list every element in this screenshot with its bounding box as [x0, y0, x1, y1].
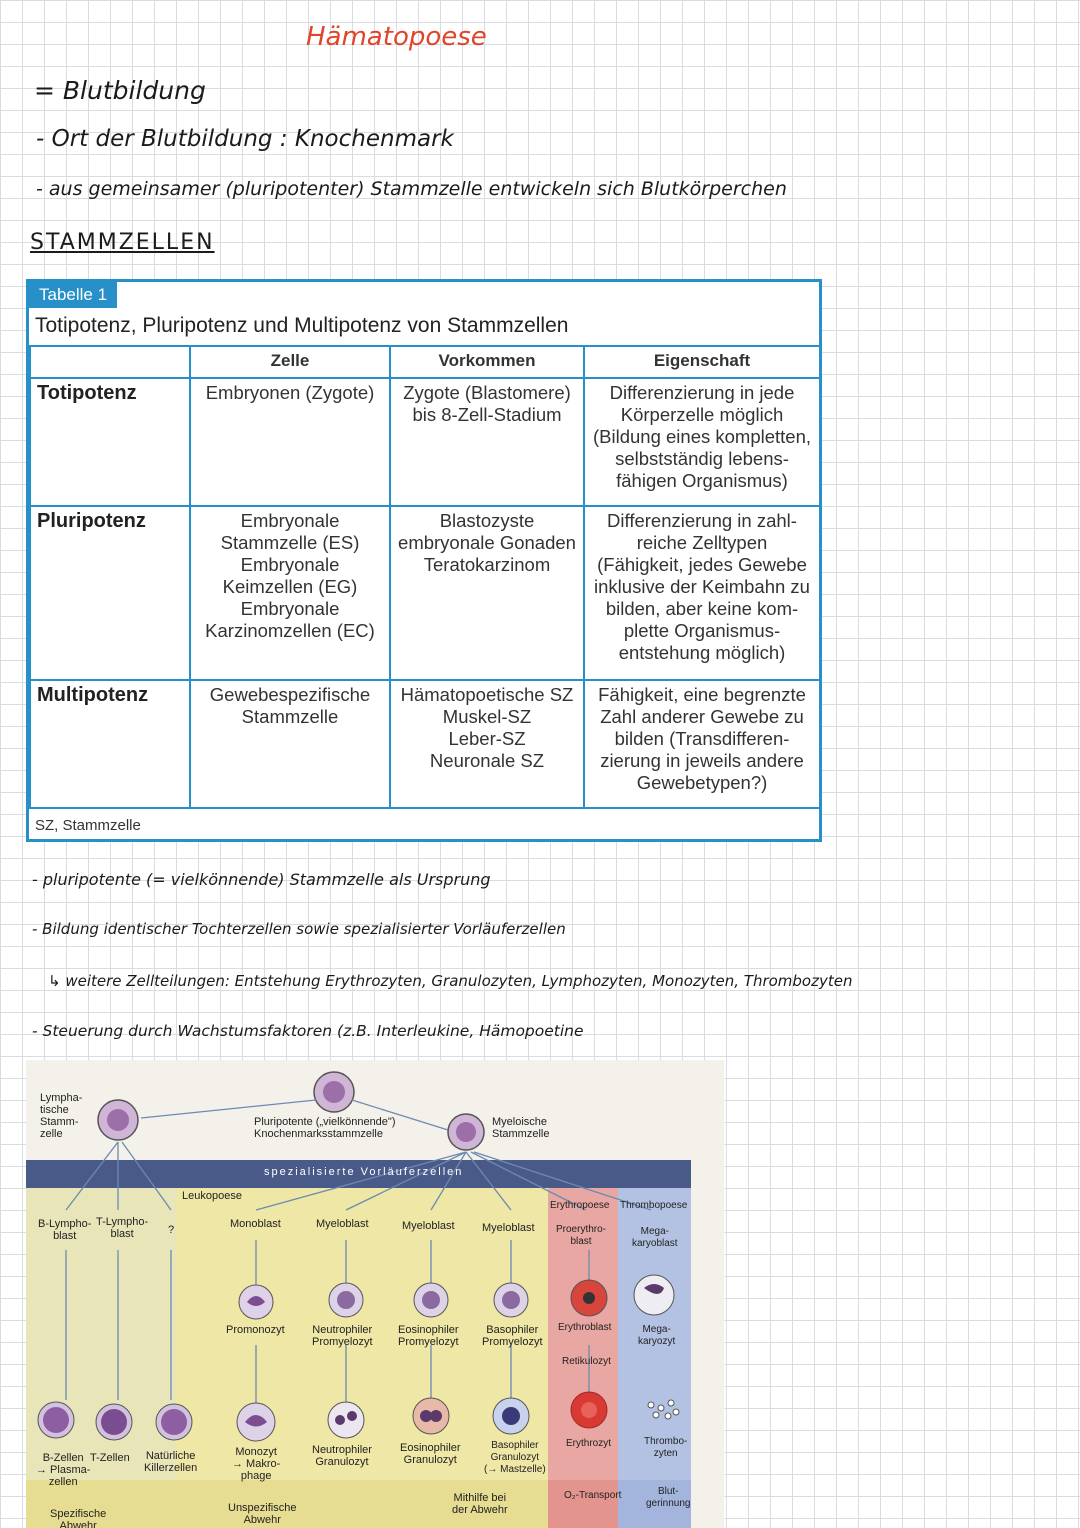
table-cell-line: (Bildung eines kompletten, [592, 426, 812, 447]
note-bullet-2: - Bildung identischer Tochterzellen sowie spezialisierter Vorläuferzellen [32, 920, 566, 938]
megakaryoblast-label: Mega- karyoblast [632, 1226, 678, 1249]
table-footnote: SZ, Stammzelle [35, 817, 141, 834]
spezifische-abwehr-label: Spezifische Abwehr [50, 1508, 107, 1528]
monozyt-cell-icon [237, 1403, 275, 1441]
myeloblast-2-label: Myeloblast [402, 1220, 455, 1232]
table-tag: Tabelle 1 [29, 282, 117, 308]
myeloblast-3-label: Myeloblast [482, 1222, 535, 1234]
note-bullet-3: ↳ weitere Zellteilungen: Entstehung Erythrozyten, Granulozyten, Lymphozyten, Monozyten, Thrombozyten [48, 972, 853, 990]
table-cell-line: Karzinomzellen (EC) [205, 620, 375, 641]
table-cell-line: Stammzelle [241, 706, 339, 727]
pluripotent-stem-cell-icon [314, 1072, 354, 1112]
table-cell-line: Neuronale SZ [429, 750, 545, 771]
table-cell-line: Hämatopoetische SZ [400, 684, 574, 705]
table-cell-vorkommen [390, 378, 584, 506]
lymphatic-stem-cell-icon [98, 1100, 138, 1140]
table-cell-line: Leber-SZ [448, 728, 526, 749]
table-cell-line: Fähigkeit, eine begrenzte [598, 684, 806, 705]
mithilfe-abwehr-label: Mithilfe bei der Abwehr [452, 1492, 508, 1516]
hematopoiesis-diagram [26, 1060, 724, 1528]
page-title: Hämatopoese [306, 22, 487, 52]
section-heading: STAMMZELLEN [30, 230, 215, 255]
megakaryozyt-cell-icon [634, 1275, 674, 1315]
table-cell-line: fähigen Organismus) [616, 470, 788, 491]
promonozyt-cell-icon [239, 1285, 273, 1319]
table-cell-zelle [190, 378, 390, 506]
table-cell-line: Teratokarzinom [423, 554, 551, 575]
monozyt-label: Monozyt → Makro- phage [232, 1446, 281, 1482]
nk-cell-icon [156, 1404, 192, 1440]
definition-line: = Blutbildung [34, 76, 206, 105]
pluri-stem-label: Pluripotente („vielkönnende") Knochenmarksstammzelle [254, 1116, 396, 1140]
eosinophil-promyelocyte-label: Eosinophiler Promyelozyt [398, 1324, 459, 1348]
erythrozyt-label: Erythrozyt [566, 1438, 612, 1449]
table-cell-line: Muskel-SZ [442, 706, 532, 727]
basophil-granulocyte-icon [493, 1398, 529, 1434]
b-lymphoblast-label: B-Lympho- blast [38, 1218, 92, 1242]
table-cell-line: Differenzierung in jede [609, 382, 795, 403]
band-label: spezialisierte Vorläuferzellen [264, 1166, 464, 1178]
erythroblast-cell-icon [571, 1280, 607, 1316]
table-cell-line: Keimzellen (EG) [222, 576, 358, 597]
note-bullet-1: - pluripotente (= vielkönnende) Stammzelle als Ursprung [32, 870, 491, 889]
blutgerinnung-label: Blut- gerinnung [646, 1486, 691, 1509]
table-cell-line: Zygote (Blastomere) [403, 382, 571, 403]
erythrozyt-cell-icon [571, 1392, 607, 1428]
leukopoese-label: Leukopoese [182, 1190, 242, 1202]
thrombozyten-label: Thrombo- zyten [644, 1436, 688, 1459]
table-row [30, 378, 820, 506]
myeloblast-1-label: Myeloblast [316, 1218, 369, 1230]
table-row-label: Totipotenz [30, 378, 190, 506]
nk-label: Natürliche Killerzellen [144, 1450, 198, 1474]
table-cell-line: entstehung möglich) [618, 642, 786, 663]
basophil-promyelocyte-label: Basophiler Promyelozyt [482, 1324, 543, 1348]
promonozyt-label: Promonozyt [226, 1324, 285, 1336]
table-grid [29, 345, 821, 809]
table-cell-line: Stammzelle (ES) [220, 532, 360, 553]
table-cell-line: embryonale Gonaden [398, 532, 576, 553]
table-cell-line: Embryonale [240, 598, 340, 619]
table-cell-zelle [190, 680, 390, 808]
table-cell-line: Gewebespezifische [209, 684, 371, 705]
table-row-label: Pluripotenz [30, 506, 190, 680]
eosinophil-promyelocyte-icon [414, 1283, 448, 1317]
eosinophil-granulocyte-label: Eosinophiler Granulozyt [400, 1442, 461, 1466]
origin-line: - aus gemeinsamer (pluripotenter) Stammzelle entwickeln sich Blutkörperchen [36, 178, 787, 200]
location-line: - Ort der Blutbildung : Knochenmark [36, 126, 454, 152]
table-cell-eigenschaft [584, 506, 820, 680]
table-cell-line: Embryonen (Zygote) [205, 382, 375, 403]
table-row [30, 506, 820, 680]
o2-transport-label: O₂-Transport [564, 1490, 622, 1501]
table-cell-line: reiche Zelltypen [636, 532, 768, 553]
b-cell-icon [38, 1402, 74, 1438]
table-row-label: Multipotenz [30, 680, 190, 808]
table-cell-line: plette Organismus- [623, 620, 781, 641]
table-cell-line: inklusive der Keimbahn zu [594, 576, 810, 597]
t-cell-icon [96, 1404, 132, 1440]
t-lymphoblast-label: T-Lympho- blast [96, 1216, 149, 1240]
retikulozyt-label: Retikulozyt [562, 1356, 611, 1367]
table-cell-zelle [190, 506, 390, 680]
basophil-promyelocyte-icon [494, 1283, 528, 1317]
monoblast-label: Monoblast [230, 1218, 281, 1230]
myeloid-stem-cell-icon [448, 1114, 484, 1150]
table-cell-line: Embryonale [240, 554, 340, 575]
table-cell-line: Zahl anderer Gewebe zu [600, 706, 804, 727]
lymph-stem-label: Lympha- tische Stamm- zelle [40, 1092, 83, 1140]
myelo-stem-label: Myeloische Stammzelle [492, 1116, 550, 1140]
thrombopoese-label: Thrombopoese [620, 1200, 688, 1211]
table-cell-line: Gewebetypen?) [636, 772, 768, 793]
table-cell-line: bis 8-Zell-Stadium [412, 404, 562, 425]
neutrophil-promyelocyte-label: Neutrophiler Promyelozyt [312, 1324, 373, 1348]
question-label: ? [168, 1224, 175, 1236]
table-cell-line: zierung in jeweils andere [600, 750, 804, 771]
table-cell-line: bilden, aber keine kom- [605, 598, 799, 619]
table-caption: Totipotenz, Pluripotenz und Multipotenz von Stammzellen [35, 314, 569, 337]
neutrophil-promyelocyte-icon [329, 1283, 363, 1317]
table-cell-line: bilden (Transdifferen- [614, 728, 790, 749]
table-cell-eigenschaft [584, 680, 820, 808]
b-zellen-label: B-Zellen → Plasma- zellen [36, 1452, 91, 1488]
table-cell-vorkommen [390, 680, 584, 808]
basophil-granulocyte-label: Basophiler Granulozyt (→ Mastzelle) [484, 1440, 546, 1475]
note-bullet-4: - Steuerung durch Wachstumsfaktoren (z.B. Interleukine, Hämopoetine [32, 1022, 584, 1040]
table-header-zelle: Zelle [190, 346, 390, 378]
table-cell-line: selbstständig lebens- [615, 448, 789, 469]
unspezifische-abwehr-label: Unspezifische Abwehr [228, 1502, 297, 1526]
neutrophil-granulocyte-label: Neutrophiler Granulozyt [312, 1444, 372, 1468]
table-cell-eigenschaft [584, 378, 820, 506]
table-header-vorkommen: Vorkommen [390, 346, 584, 378]
eosinophil-granulocyte-icon [413, 1398, 449, 1434]
neutrophil-granulocyte-icon [328, 1402, 364, 1438]
table-cell-vorkommen [390, 506, 584, 680]
table-cell-line: (Fähigkeit, jedes Gewebe [597, 554, 807, 575]
table-cell-line: Embryonale [240, 510, 340, 531]
erythroblast-label: Erythroblast [558, 1322, 612, 1333]
table-cell-line: Körperzelle möglich [620, 404, 784, 425]
proerythroblast-label: Proerythro- blast [556, 1224, 607, 1247]
erythropoese-label: Erythropoese [550, 1200, 610, 1211]
table-row [30, 680, 820, 808]
stem-cell-table [26, 279, 822, 842]
megakaryozyt-label: Mega- karyozyt [638, 1324, 676, 1347]
table-header-eigenschaft: Eigenschaft [584, 346, 820, 378]
table-header-empty [30, 346, 190, 378]
table-cell-line: Blastozyste [439, 510, 535, 531]
t-zellen-label: T-Zellen [90, 1452, 130, 1464]
table-cell-line: Differenzierung in zahl- [607, 510, 797, 531]
